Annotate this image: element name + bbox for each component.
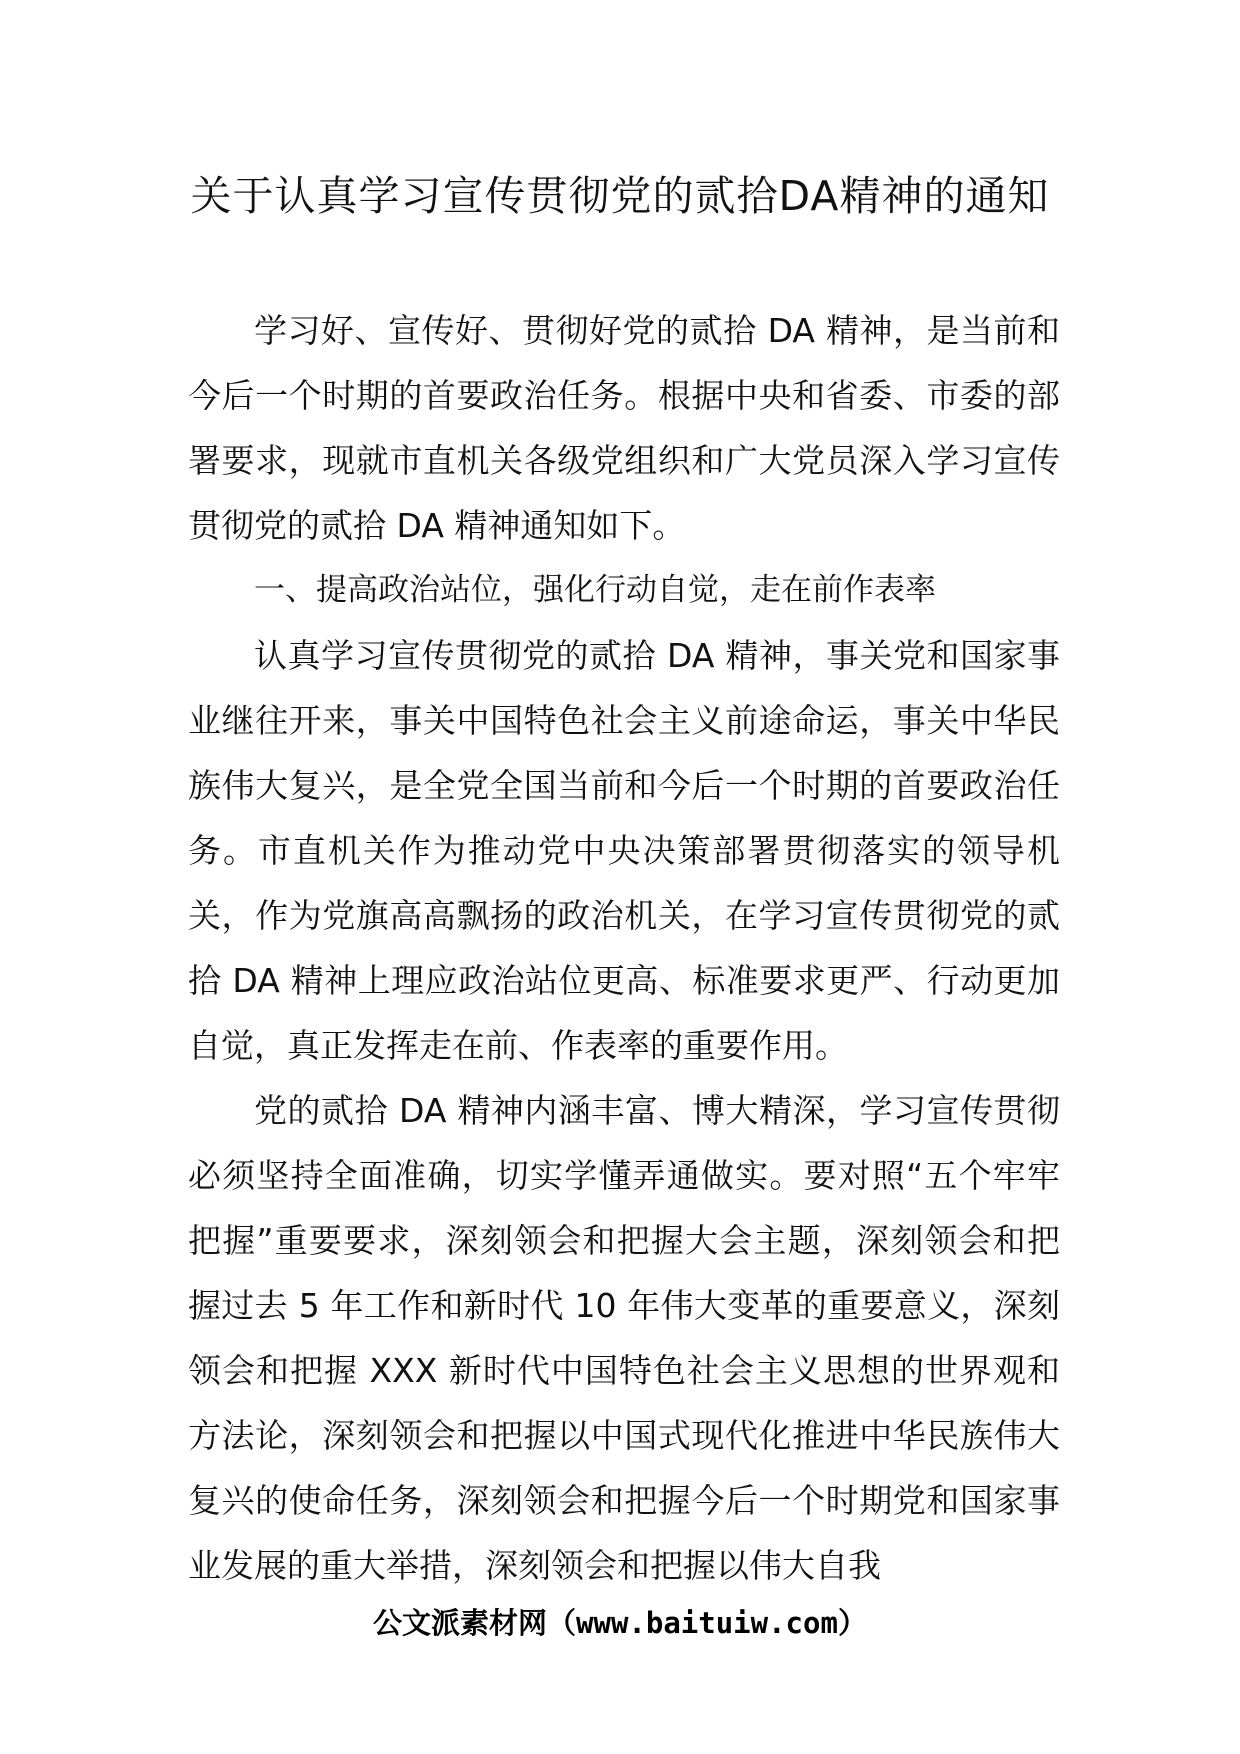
document-body — [188, 298, 1060, 1598]
section-1-paragraph-1: 认真学习宣传贯彻党的贰拾 DA 精神，事关党和国家事业继往开来，事关中国特色社会主义前途命运，事关中华民族伟大复兴，是全党全国当前和今后一个时期的首要政治任务。市直机关作为推动党中央决策部署贯彻落实的领导机关，作为党旗高高飘扬的政治机关，在学习宣传贯彻党的贰拾 DA 精神上理应政治站位更高、标准要求更严、行动更加自觉，真正发挥走在前、作表率的重要作用。 — [188, 636, 1060, 1065]
intro-paragraph: 学习好、宣传好、贯彻好党的贰拾 DA 精神，是当前和今后一个时期的首要政治任务。根据中央和省委、市委的部署要求，现就市直机关各级党组织和广大党员深入学习宣传贯彻党的贰拾 DA 精神通知如下。 — [188, 311, 1060, 545]
section-heading-1: 一、提高政治站位，强化行动自觉，走在前作表率 — [254, 572, 936, 608]
footer-watermark: 公文派素材网（www.baituiw.com） — [373, 1606, 867, 1640]
document-title: 关于认真学习宣传贯彻党的贰拾DA精神的通知 — [190, 172, 1050, 220]
section-1-paragraph-2: 党的贰拾 DA 精神内涵丰富、博大精深，学习宣传贯彻必须坚持全面准确，切实学懂弄通做实。要对照“五个牢牢把握”重要要求，深刻领会和把握大会主题，深刻领会和把握过去 5 年工作和新时代 10 年伟大变革的重要意义，深刻领会和把握 XXX 新时代中国特色社会主义思想的世界观和方法论，深刻领会和把握以中国式现代化推进中华民族伟大复兴的使命任务，深刻领会和把握今后一个时期党和国家事业发展的重大举措，深刻领会和把握以伟大自我 — [188, 1091, 1060, 1585]
